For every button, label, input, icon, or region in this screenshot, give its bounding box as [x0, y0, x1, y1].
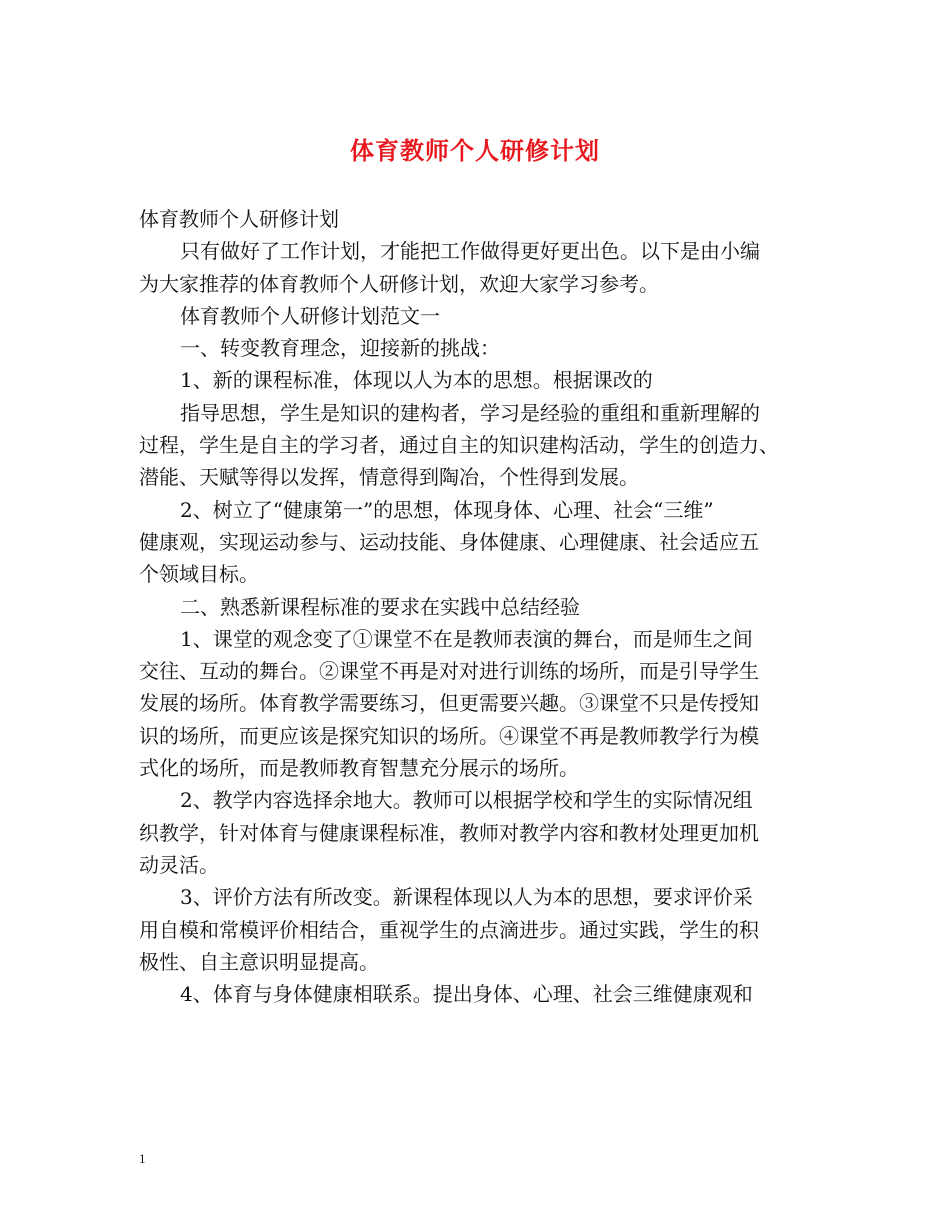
body-line: 为大家推荐的体育教师个人研修计划，欢迎大家学习参考。 — [139, 271, 659, 296]
body-line: 体育教师个人研修计划 — [139, 207, 339, 231]
body-line: 过程，学生是自主的学习者，通过自主的知识建构活动，学生的创造力、 — [139, 433, 779, 458]
body-line: 织教学，针对体育与健康课程标准，教师对教学内容和教材处理更加机 — [139, 820, 759, 845]
body-line: 1、课堂的观念变了①课堂不在是教师表演的舞台，而是师生之间 — [180, 626, 753, 651]
body-line: 二、熟悉新课程标准的要求在实践中总结经验 — [180, 594, 580, 619]
body-line: 3、评价方法有所改变。新课程体现以人为本的思想，要求评价采 — [180, 885, 753, 910]
document-title: 体育教师个人研修计划 — [350, 136, 600, 165]
body-line: 体育教师个人研修计划范文一 — [180, 303, 440, 328]
body-line: 4、体育与身体健康相联系。提出身体、心理、社会三维健康观和 — [180, 982, 753, 1007]
body-line: 只有做好了工作计划，才能把工作做得更好更出色。以下是由小编 — [180, 239, 760, 264]
body-line: 交往、互动的舞台。②课堂不再是对对进行训练的场所，而是引导学生 — [139, 659, 759, 684]
body-line: 2、教学内容选择余地大。教师可以根据学校和学生的实际情况组 — [180, 788, 753, 813]
body-line: 极性、自主意识明显提高。 — [139, 949, 379, 974]
page-number: 1 — [139, 1151, 146, 1166]
body-line: 2、树立了“健康第一”的思想，体现身体、心理、社会“三维” — [180, 497, 714, 522]
body-line: 发展的场所。体育教学需要练习，但更需要兴趣。③课堂不只是传授知 — [139, 691, 759, 716]
body-line: 1、新的课程标准，体现以人为本的思想。根据课改的 — [180, 368, 653, 393]
body-line: 式化的场所，而是教师教育智慧充分展示的场所。 — [139, 756, 579, 781]
body-line: 指导思想，学生是知识的建构者，学习是经验的重组和重新理解的 — [180, 400, 760, 425]
body-line: 动灵活。 — [139, 852, 219, 877]
body-line: 个领域目标。 — [139, 562, 259, 587]
body-line: 识的场所，而更应该是探究知识的场所。④课堂不再是教师教学行为模 — [139, 723, 759, 748]
document-body — [139, 203, 819, 1010]
body-line: 用自模和常模评价相结合，重视学生的点滴进步。通过实践，学生的积 — [139, 917, 759, 942]
body-line: 健康观，实现运动参与、运动技能、身体健康、心理健康、社会适应五 — [139, 529, 759, 554]
body-line: 潜能、天赋等得以发挥，情意得到陶冶，个性得到发展。 — [139, 465, 639, 490]
body-line: 一、转变教育理念，迎接新的挑战： — [180, 336, 500, 361]
